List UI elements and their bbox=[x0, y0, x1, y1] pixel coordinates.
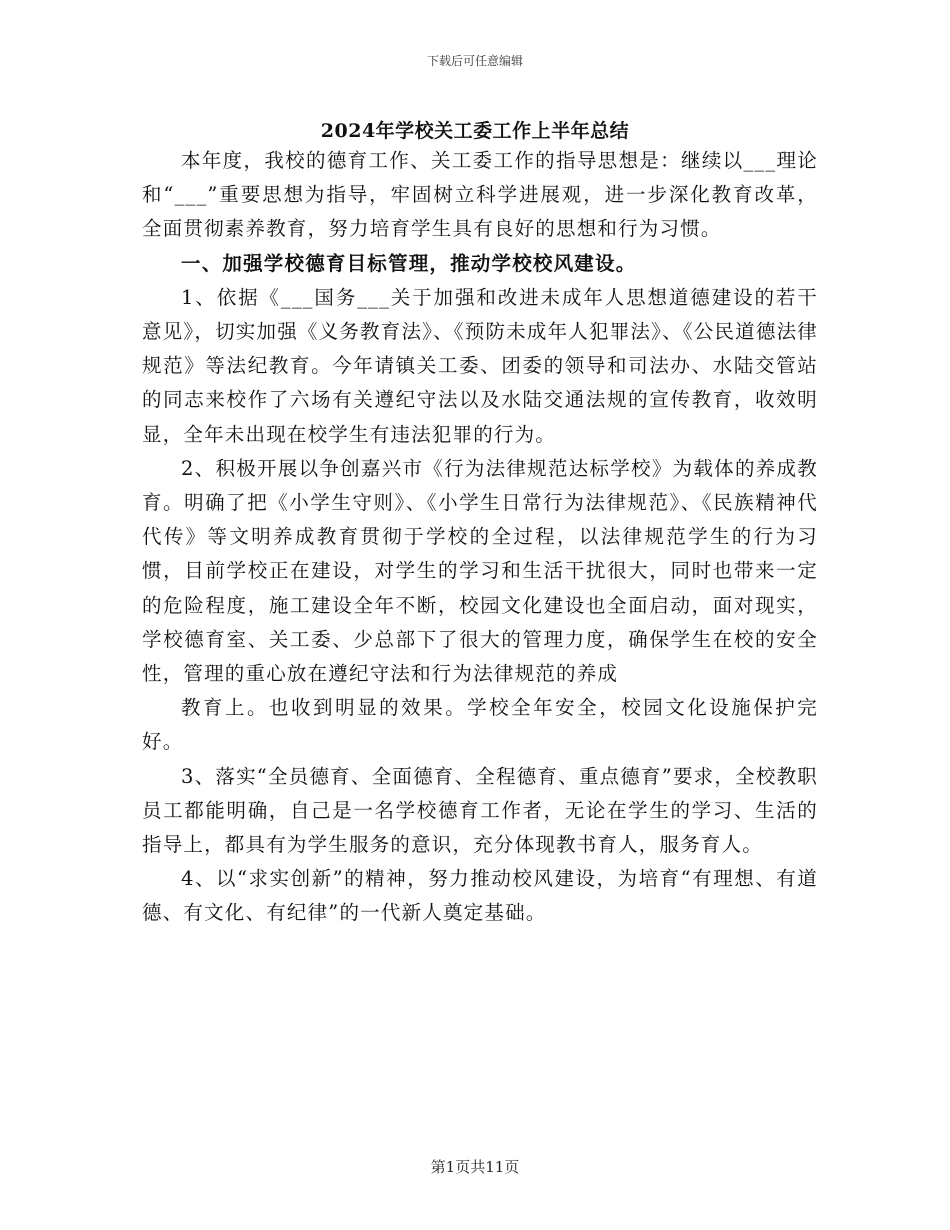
document-body bbox=[142, 144, 818, 931]
body-paragraph: 2、积极开展以争创嘉兴市《行为法律规范达标学校》为载体的养成教育。明确了把《小学生守则》、《小学生日常行为法律规范》、《民族精神代代传》等文明养成教育贯彻于学校的全过程，以法律规范学生的行为习惯，目前学校正在建设，对学生的学习和生活干扰很大，同时也带来一定的危险程度，施工建设全年不断，校园文化建设也全面启动，面对现实，学校德育室、关工委、少总部下了很大的管理力度，确保学生在校的安全性，管理的重心放在遵纪守法和行为法律规范的养成 bbox=[142, 456, 818, 686]
body-paragraph: 1、依据《___国务___关于加强和改进未成年人思想道德建设的若干意见》，切实加强《义务教育法》、《预防未成年人犯罪法》、《公民道德法律规范》等法纪教育。今年请镇关工委、团委的领导和司法办、水陆交管站的同志来校作了六场有关遵纪守法以及水陆交通法规的宣传教育，收效明显，全年未出现在校学生有违法犯罪的行为。 bbox=[142, 285, 818, 446]
body-paragraph: 教育上。也收到明显的效果。学校全年安全，校园文化设施保护完好。 bbox=[142, 696, 818, 754]
body-paragraph: 3、落实“全员德育、全面德育、全程德育、重点德育”要求，全校教职员工都能明确，自己是一名学校德育工作者，无论在学生的学习、生活的指导上，都具有为学生服务的意识，充分体现教书育人，服务育人。 bbox=[142, 764, 818, 857]
header-note: 下载后可任意编辑 bbox=[426, 54, 523, 68]
page-footer: 第1页共11页 bbox=[430, 1158, 520, 1176]
document-title: 2024年学校关工委工作上半年总结 bbox=[320, 120, 630, 142]
body-paragraph: 4、以“求实创新”的精神，努力推动校风建设，为培育“有理想、有道德、有文化、有纪律”的一代新人奠定基础。 bbox=[142, 867, 818, 925]
intro-paragraph: 本年度，我校的德育工作、关工委工作的指导思想是：继续以___理论和“___”重要思想为指导，牢固树立科学进展观，进一步深化教育改革，全面贯彻素养教育，努力培育学生具有良好的思想和行为习惯。 bbox=[142, 149, 818, 241]
section-heading: 一、加强学校德育目标管理，推动学校校风建设。 bbox=[181, 251, 637, 275]
